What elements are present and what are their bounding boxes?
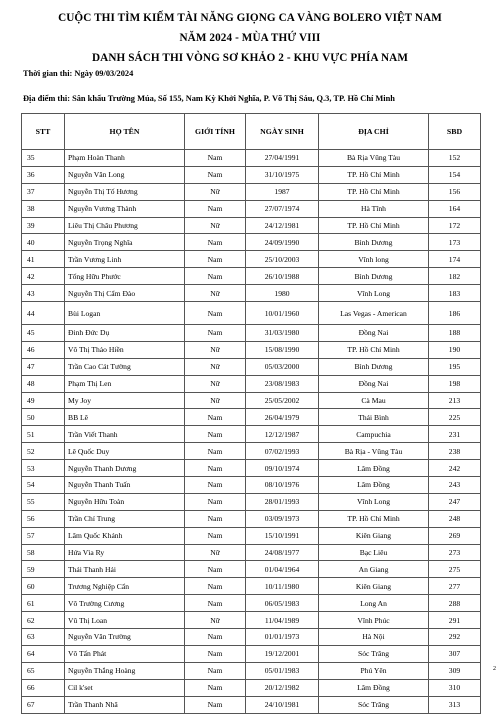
cell-birthdate: 27/04/1991 (246, 150, 319, 167)
cell-sbd: 182 (429, 268, 481, 285)
cell-stt: 43 (22, 285, 65, 302)
table-row (22, 510, 481, 527)
cell-sbd: 183 (429, 285, 481, 302)
cell-stt: 48 (22, 375, 65, 392)
cell-stt: 59 (22, 561, 65, 578)
cell-sbd: 307 (429, 645, 481, 662)
cell-stt: 50 (22, 409, 65, 426)
cell-address: Đồng Nai (319, 325, 429, 342)
cell-address: Bình Dương (319, 268, 429, 285)
cell-gender: Nữ (185, 392, 246, 409)
cell-birthdate: 05/01/1983 (246, 662, 319, 679)
cell-name: Nguyễn Vương Thành (65, 200, 185, 217)
cell-gender: Nam (185, 150, 246, 167)
cell-address: Vĩnh Long (319, 285, 429, 302)
cell-stt: 56 (22, 510, 65, 527)
cell-stt: 35 (22, 150, 65, 167)
cell-address: Lâm Đồng (319, 477, 429, 494)
cell-stt: 57 (22, 527, 65, 544)
cell-address: Bà Rịa Vũng Tàu (319, 150, 429, 167)
cell-gender: Nam (185, 426, 246, 443)
col-header-birthdate: NGÀY SINH (246, 114, 319, 150)
cell-stt: 67 (22, 696, 65, 713)
cell-birthdate: 24/08/1977 (246, 544, 319, 561)
cell-address: Sóc Trăng (319, 645, 429, 662)
cell-address: Long An (319, 595, 429, 612)
cell-address: Sóc Trăng (319, 696, 429, 713)
cell-stt: 44 (22, 302, 65, 325)
table-row (22, 662, 481, 679)
cell-name: Cil k'set (65, 679, 185, 696)
cell-sbd: 225 (429, 409, 481, 426)
cell-stt: 60 (22, 578, 65, 595)
cell-birthdate: 11/04/1989 (246, 612, 319, 629)
table-row (22, 268, 481, 285)
cell-name: Nguyễn Thanh Dương (65, 460, 185, 477)
table-row (22, 645, 481, 662)
table-row (22, 493, 481, 510)
cell-address: Vĩnh Phúc (319, 612, 429, 629)
cell-stt: 55 (22, 493, 65, 510)
cell-gender: Nữ (185, 341, 246, 358)
cell-birthdate: 01/04/1964 (246, 561, 319, 578)
cell-birthdate: 26/10/1988 (246, 268, 319, 285)
cell-gender: Nam (185, 302, 246, 325)
table-row (22, 477, 481, 494)
cell-stt: 62 (22, 612, 65, 629)
cell-sbd: 164 (429, 200, 481, 217)
table-body (22, 150, 481, 714)
table-row (22, 392, 481, 409)
cell-birthdate: 1980 (246, 285, 319, 302)
cell-address: Campuchia (319, 426, 429, 443)
cell-gender: Nam (185, 561, 246, 578)
cell-name: Phạm Hoàn Thanh (65, 150, 185, 167)
cell-birthdate: 26/04/1979 (246, 409, 319, 426)
cell-name: Liêu Thị Châu Phương (65, 217, 185, 234)
cell-name: Võ Thị Thảo Hiền (65, 341, 185, 358)
cell-name: Thái Thanh Hải (65, 561, 185, 578)
cell-sbd: 186 (429, 302, 481, 325)
cell-stt: 65 (22, 662, 65, 679)
contestant-table (21, 113, 481, 714)
cell-name: Trần Chí Trung (65, 510, 185, 527)
cell-birthdate: 12/12/1987 (246, 426, 319, 443)
cell-gender: Nam (185, 325, 246, 342)
table-row (22, 544, 481, 561)
cell-address: Vĩnh long (319, 251, 429, 268)
cell-stt: 47 (22, 358, 65, 375)
cell-address: Thái Bình (319, 409, 429, 426)
cell-gender: Nam (185, 443, 246, 460)
cell-sbd: 154 (429, 166, 481, 183)
cell-birthdate: 08/10/1976 (246, 477, 319, 494)
cell-gender: Nam (185, 662, 246, 679)
cell-stt: 51 (22, 426, 65, 443)
table-row (22, 629, 481, 646)
exam-time: Thời gian thi: Ngày 09/03/2024 (23, 69, 134, 78)
cell-birthdate: 27/07/1974 (246, 200, 319, 217)
col-header-gender: GIỚI TÍNH (185, 114, 246, 150)
cell-birthdate: 10/01/1960 (246, 302, 319, 325)
cell-gender: Nam (185, 460, 246, 477)
cell-address: Phú Yên (319, 662, 429, 679)
table-row (22, 234, 481, 251)
cell-gender: Nữ (185, 285, 246, 302)
cell-stt: 40 (22, 234, 65, 251)
table-row (22, 375, 481, 392)
cell-stt: 46 (22, 341, 65, 358)
cell-sbd: 309 (429, 662, 481, 679)
cell-stt: 41 (22, 251, 65, 268)
cell-name: Nguyễn Thanh Tuấn (65, 477, 185, 494)
cell-address: Bạc Liêu (319, 544, 429, 561)
cell-birthdate: 19/12/2001 (246, 645, 319, 662)
cell-name: Trần Viết Thanh (65, 426, 185, 443)
cell-sbd: 152 (429, 150, 481, 167)
cell-birthdate: 31/03/1980 (246, 325, 319, 342)
cell-sbd: 269 (429, 527, 481, 544)
cell-gender: Nam (185, 696, 246, 713)
cell-gender: Nam (185, 679, 246, 696)
cell-birthdate: 05/03/2000 (246, 358, 319, 375)
cell-stt: 42 (22, 268, 65, 285)
cell-gender: Nam (185, 409, 246, 426)
cell-name: Trần Thanh Nhã (65, 696, 185, 713)
table-row (22, 200, 481, 217)
page-number: 2 (493, 666, 496, 672)
cell-address: Lâm Đồng (319, 460, 429, 477)
cell-name: Lê Quốc Duy (65, 443, 185, 460)
table-row (22, 578, 481, 595)
cell-gender: Nữ (185, 375, 246, 392)
table-row (22, 561, 481, 578)
cell-address: Bình Dương (319, 234, 429, 251)
cell-birthdate: 28/01/1993 (246, 493, 319, 510)
cell-birthdate: 10/11/1980 (246, 578, 319, 595)
cell-name: Bùi Logan (65, 302, 185, 325)
cell-gender: Nam (185, 629, 246, 646)
table-row (22, 460, 481, 477)
cell-birthdate: 03/09/1973 (246, 510, 319, 527)
cell-address: Vĩnh Long (319, 493, 429, 510)
cell-sbd: 213 (429, 392, 481, 409)
cell-sbd: 313 (429, 696, 481, 713)
cell-name: Nguyễn Trọng Nghĩa (65, 234, 185, 251)
table-row (22, 612, 481, 629)
cell-name: Hứa Vìa Ry (65, 544, 185, 561)
cell-gender: Nam (185, 251, 246, 268)
col-header-address: ĐỊA CHỈ (319, 114, 429, 150)
cell-address: Bình Dương (319, 358, 429, 375)
cell-stt: 53 (22, 460, 65, 477)
cell-name: Võ Trường Cương (65, 595, 185, 612)
cell-address: TP. Hồ Chí Minh (319, 166, 429, 183)
cell-address: Hà Nội (319, 629, 429, 646)
cell-address: TP. Hồ Chí Minh (319, 217, 429, 234)
cell-birthdate: 15/10/1991 (246, 527, 319, 544)
contest-season: NĂM 2024 - MÙA THỨ VIII (179, 32, 321, 44)
cell-gender: Nữ (185, 217, 246, 234)
cell-sbd: 190 (429, 341, 481, 358)
cell-birthdate: 07/02/1993 (246, 443, 319, 460)
cell-name: Nguyễn Thị Tố Hương (65, 183, 185, 200)
cell-address: Lâm Đồng (319, 679, 429, 696)
cell-sbd: 273 (429, 544, 481, 561)
cell-gender: Nam (185, 477, 246, 494)
table-row (22, 696, 481, 713)
cell-stt: 52 (22, 443, 65, 460)
cell-name: Nguyễn Thị Cẩm Đào (65, 285, 185, 302)
cell-birthdate: 31/10/1975 (246, 166, 319, 183)
cell-name: Nguyễn Thắng Hoàng (65, 662, 185, 679)
contest-title: CUỘC THI TÌM KIẾM TÀI NĂNG GIỌNG CA VÀNG BOLERO VIỆT NAM (58, 12, 442, 24)
cell-sbd: 248 (429, 510, 481, 527)
cell-name: Nguyễn Văn Long (65, 166, 185, 183)
cell-birthdate: 09/10/1974 (246, 460, 319, 477)
cell-name: My Joy (65, 392, 185, 409)
cell-sbd: 238 (429, 443, 481, 460)
cell-sbd: 247 (429, 493, 481, 510)
cell-birthdate: 25/10/2003 (246, 251, 319, 268)
table-row (22, 166, 481, 183)
cell-address: TP. Hồ Chí Minh (319, 183, 429, 200)
cell-birthdate: 24/09/1990 (246, 234, 319, 251)
table-row (22, 443, 481, 460)
cell-stt: 66 (22, 679, 65, 696)
cell-address: Đồng Nai (319, 375, 429, 392)
cell-stt: 45 (22, 325, 65, 342)
cell-stt: 39 (22, 217, 65, 234)
cell-stt: 38 (22, 200, 65, 217)
cell-birthdate: 24/10/1981 (246, 696, 319, 713)
cell-address: Cà Mau (319, 392, 429, 409)
cell-name: Lâm Quốc Khánh (65, 527, 185, 544)
cell-gender: Nữ (185, 612, 246, 629)
cell-stt: 37 (22, 183, 65, 200)
cell-name: Phạm Thị Len (65, 375, 185, 392)
cell-stt: 64 (22, 645, 65, 662)
cell-sbd: 231 (429, 426, 481, 443)
cell-address: Bà Rịa - Vũng Tàu (319, 443, 429, 460)
cell-sbd: 173 (429, 234, 481, 251)
cell-sbd: 174 (429, 251, 481, 268)
cell-gender: Nữ (185, 358, 246, 375)
cell-stt: 61 (22, 595, 65, 612)
table-row (22, 426, 481, 443)
cell-stt: 36 (22, 166, 65, 183)
cell-name: Nguyễn Hữu Toàn (65, 493, 185, 510)
cell-address: Kiên Giang (319, 578, 429, 595)
table-row (22, 251, 481, 268)
cell-gender: Nam (185, 200, 246, 217)
cell-name: Nguyễn Văn Trường (65, 629, 185, 646)
table-row (22, 302, 481, 325)
cell-gender: Nam (185, 527, 246, 544)
cell-address: An Giang (319, 561, 429, 578)
table-row (22, 217, 481, 234)
cell-address: TP. Hồ Chí Minh (319, 510, 429, 527)
table-row (22, 325, 481, 342)
col-header-name: HỌ TÊN (65, 114, 185, 150)
cell-birthdate: 01/01/1973 (246, 629, 319, 646)
cell-gender: Nữ (185, 183, 246, 200)
cell-gender: Nữ (185, 544, 246, 561)
list-title: DANH SÁCH THI VÒNG SƠ KHẢO 2 - KHU VỰC PHÍA NAM (91, 52, 408, 64)
table-row (22, 285, 481, 302)
cell-birthdate: 06/05/1983 (246, 595, 319, 612)
cell-gender: Nam (185, 234, 246, 251)
col-header-stt: STT (22, 114, 65, 150)
cell-stt: 54 (22, 477, 65, 494)
table-row (22, 595, 481, 612)
cell-address: Kiên Giang (319, 527, 429, 544)
cell-name: Tống Hữu Phước (65, 268, 185, 285)
cell-birthdate: 1987 (246, 183, 319, 200)
cell-gender: Nam (185, 493, 246, 510)
cell-sbd: 275 (429, 561, 481, 578)
cell-gender: Nam (185, 268, 246, 285)
cell-address: Las Vegas - American (319, 302, 429, 325)
cell-stt: 58 (22, 544, 65, 561)
table-row (22, 409, 481, 426)
cell-sbd: 243 (429, 477, 481, 494)
table-row (22, 150, 481, 167)
table-row (22, 679, 481, 696)
cell-sbd: 188 (429, 325, 481, 342)
cell-gender: Nam (185, 166, 246, 183)
cell-sbd: 277 (429, 578, 481, 595)
cell-name: Trần Cao Cát Tường (65, 358, 185, 375)
cell-sbd: 291 (429, 612, 481, 629)
cell-birthdate: 15/08/1990 (246, 341, 319, 358)
table-row (22, 183, 481, 200)
cell-sbd: 242 (429, 460, 481, 477)
cell-gender: Nam (185, 510, 246, 527)
cell-gender: Nam (185, 645, 246, 662)
cell-name: BB Lê (65, 409, 185, 426)
exam-venue: Địa điểm thi: Sân khấu Trường Múa, Số 155, Nam Kỳ Khởi Nghĩa, P. Võ Thị Sáu, Q.3, TP. Hồ Chí Minh (23, 94, 395, 103)
cell-sbd: 156 (429, 183, 481, 200)
cell-name: Vũ Thị Loan (65, 612, 185, 629)
cell-gender: Nam (185, 595, 246, 612)
cell-sbd: 172 (429, 217, 481, 234)
cell-name: Trần Vương Linh (65, 251, 185, 268)
cell-name: Trương Nghiệp Cẩn (65, 578, 185, 595)
cell-name: Đinh Đức Dụ (65, 325, 185, 342)
cell-stt: 63 (22, 629, 65, 646)
table-header-row (22, 114, 481, 150)
cell-name: Võ Tấn Phát (65, 645, 185, 662)
cell-gender: Nam (185, 578, 246, 595)
cell-birthdate: 20/12/1982 (246, 679, 319, 696)
cell-sbd: 292 (429, 629, 481, 646)
cell-stt: 49 (22, 392, 65, 409)
table-row (22, 341, 481, 358)
cell-sbd: 288 (429, 595, 481, 612)
table-row (22, 358, 481, 375)
cell-birthdate: 24/12/1981 (246, 217, 319, 234)
cell-birthdate: 23/08/1983 (246, 375, 319, 392)
cell-address: Hà Tĩnh (319, 200, 429, 217)
cell-birthdate: 25/05/2002 (246, 392, 319, 409)
cell-sbd: 310 (429, 679, 481, 696)
table-row (22, 527, 481, 544)
col-header-sbd: SBD (429, 114, 481, 150)
cell-address: TP. Hồ Chí Minh (319, 341, 429, 358)
cell-sbd: 195 (429, 358, 481, 375)
cell-sbd: 198 (429, 375, 481, 392)
